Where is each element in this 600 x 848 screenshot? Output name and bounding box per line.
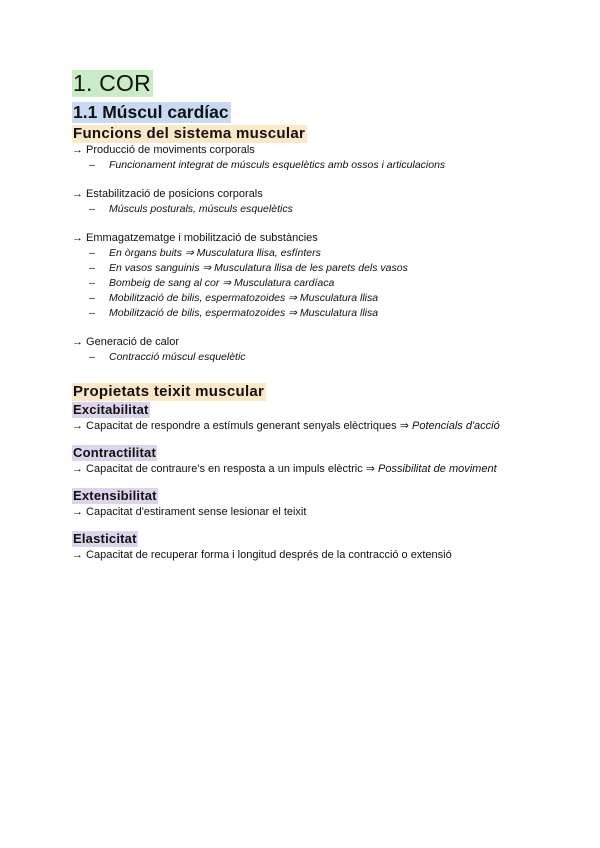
propietat-description: → Capacitat de contraure's en resposta a un impuls elèctric ⇒ Possibilitat de moviment bbox=[72, 463, 497, 475]
page-title: 1. COR bbox=[73, 70, 151, 96]
propietat-name: Contractilitat bbox=[73, 445, 156, 460]
funcio-subitem: – Mobilització de bilis, espermatozoides ⇒ Musculatura llisa bbox=[89, 292, 379, 304]
funcio-item: → Estabilització de posicions corporals bbox=[72, 188, 263, 200]
funcio-subitem: – En òrgans buits ⇒ Musculatura llisa, esfínters bbox=[89, 247, 321, 259]
funcio-subitem: – Funcionament integrat de músculs esquelètics amb ossos i articulacions bbox=[89, 159, 446, 171]
propietat-name: Elasticitat bbox=[73, 531, 137, 546]
propietat-name: Extensibilitat bbox=[73, 488, 157, 503]
propietat-description: → Capacitat d'estirament sense lesionar el teixit bbox=[72, 506, 307, 518]
propietat-name: Excitabilitat bbox=[73, 402, 149, 417]
funcio-subitem: – Contracció múscul esquelètic bbox=[89, 351, 246, 363]
funcio-subitem: – Bombeig de sang al cor ⇒ Musculatura cardíaca bbox=[89, 277, 335, 289]
funcio-subitem: – Mobilització de bilis, espermatozoides ⇒ Musculatura llisa bbox=[89, 307, 379, 319]
funcio-item: → Producció de moviments corporals bbox=[72, 144, 255, 156]
funcions-heading: Funcions del sistema muscular bbox=[73, 125, 306, 142]
funcio-subitem: – Músculs posturals, músculs esquelètics bbox=[89, 203, 293, 215]
document-page bbox=[72, 70, 542, 563]
propietat-description: → Capacitat de recuperar forma i longitud després de la contracció o extensió bbox=[72, 549, 452, 561]
funcio-subitem: – En vasos sanguinis ⇒ Musculatura llisa de les parets dels vasos bbox=[89, 262, 408, 274]
funcio-item: → Emmagatzematge i mobilització de substàncies bbox=[72, 232, 318, 244]
propietats-heading: Propietats teixit muscular bbox=[73, 383, 265, 400]
section-heading: 1.1 Múscul cardíac bbox=[73, 102, 229, 122]
funcio-item: → Generació de calor bbox=[72, 336, 179, 348]
propietat-description: → Capacitat de respondre a estímuls generant senyals elèctriques ⇒ Potencials d'acció bbox=[72, 420, 500, 432]
